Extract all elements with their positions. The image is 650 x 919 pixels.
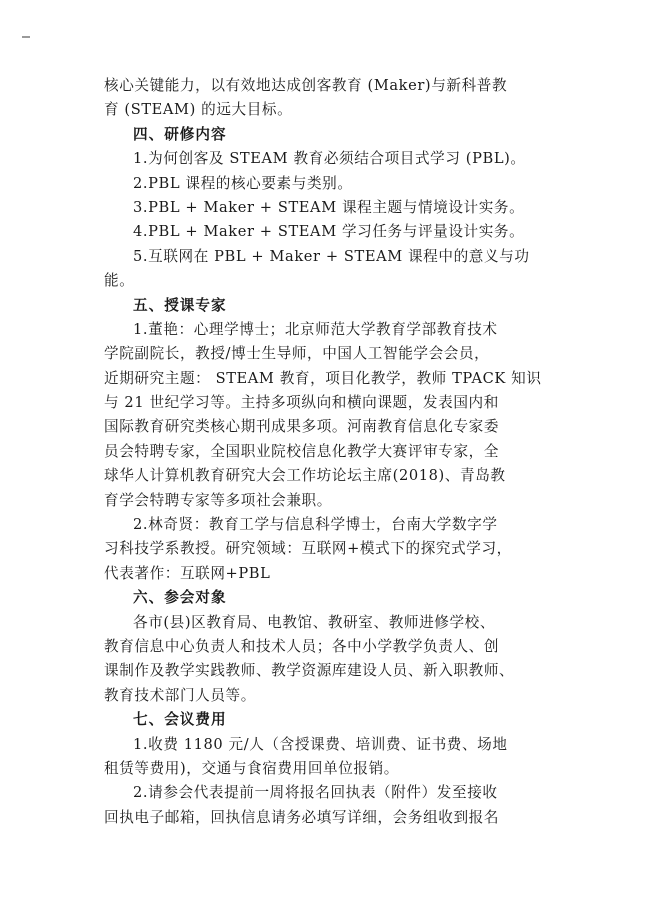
section-heading: 五、授课专家 — [133, 296, 227, 314]
paragraph-line: 教育信息中心负责人和技术人员；各中小学教学负责人、创 — [104, 637, 500, 655]
paragraph-line: 1.董艳：心理学博士；北京师范大学教育学部教育技术 — [133, 320, 498, 338]
section-heading: 七、会议费用 — [133, 711, 227, 729]
paragraph-line: 1.收费 1180 元/人（含授课费、培训费、证书费、场地 — [133, 735, 508, 753]
list-item-continuation: 能。 — [104, 272, 135, 290]
section-heading: 四、研修内容 — [133, 125, 227, 143]
section-heading: 六、参会对象 — [133, 589, 227, 607]
list-item: 5.互联网在 PBL + Maker + STEAM 课程中的意义与功 — [133, 247, 530, 265]
paragraph-line: 学院副院长，教授/博士生导师，中国人工智能学会会员， — [104, 345, 490, 363]
section3-tail — [104, 74, 564, 123]
paragraph-line: 回执电子邮箱，回执信息请务必填写详细，会务组收到报名 — [104, 808, 500, 826]
section-participants — [104, 586, 564, 708]
paragraph-line: 租赁等费用)，交通与食宿费用回单位报销。 — [104, 759, 399, 777]
paragraph-line: 2.请参会代表提前一周将报名回执表（附件）发至接收 — [133, 784, 498, 802]
paragraph-line: 国际教育研究类核心期刊成果多项。河南教育信息化专家委 — [104, 418, 500, 436]
paragraph-line: 课制作及教学实践教师、教学资源库建设人员、新入职教师、 — [104, 662, 515, 680]
paragraph-line: 与 21 世纪学习等。主持多项纵向和横向课题，发表国内和 — [104, 394, 499, 412]
paragraph-line: 教育技术部门人员等。 — [104, 686, 256, 704]
paragraph-line: 近期研究主题： STEAM 教育，项目化教学，教师 TPACK 知识 — [104, 369, 542, 387]
paragraph-line: 2.林奇贤：教育工学与信息科学博士，台南大学数字学 — [133, 516, 498, 534]
section-experts — [104, 294, 564, 587]
paragraph-line: 代表著作：互联网+PBL — [104, 564, 271, 582]
paragraph-line: 员会特聘专家，全国职业院校信息化教学大赛评审专家，全 — [104, 442, 500, 460]
list-item: 4.PBL + Maker + STEAM 学习任务与评量设计实务。 — [133, 223, 525, 241]
paragraph-line: 育学会特聘专家等多项社会兼职。 — [104, 491, 332, 509]
section-fees — [104, 708, 564, 830]
list-item: 2.PBL 课程的核心要素与类别。 — [133, 174, 353, 192]
paragraph-line: 习科技学系教授。研究领域：互联网+模式下的探究式学习， — [104, 540, 512, 558]
paragraph-line: 各市(县)区教育局、电教馆、教研室、教师进修学校、 — [133, 613, 496, 631]
list-item: 3.PBL + Maker + STEAM 课程主题与情境设计实务。 — [133, 198, 525, 216]
paragraph-line: 核心关键能力，以有效地达成创客教育 (Maker)与新科普教 — [104, 77, 508, 94]
section-training-content — [104, 123, 564, 294]
document-body — [104, 74, 564, 830]
scan-mark — [22, 36, 30, 38]
list-item: 1.为何创客及 STEAM 教育必须结合项目式学习 (PBL)。 — [133, 150, 526, 168]
paragraph-line: 球华人计算机教育研究大会工作坊论坛主席(2018)、青岛教 — [104, 467, 506, 485]
paragraph-line: 育 (STEAM) 的远大目标。 — [104, 101, 293, 119]
